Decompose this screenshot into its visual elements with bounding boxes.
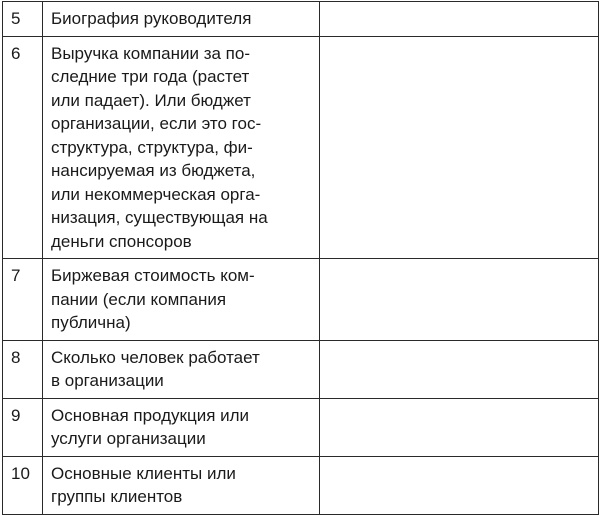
description-line: следние три года (растет [51, 67, 250, 86]
table-row [3, 259, 599, 341]
answer-cell [320, 2, 599, 37]
row-description [43, 456, 320, 514]
row-number: 5 [3, 2, 43, 37]
description-line: или падает). Или бюджет [51, 90, 251, 110]
table-row [3, 36, 599, 259]
description-line: или некоммерческая орга- [51, 184, 261, 204]
questionnaire-table [2, 1, 599, 515]
description-line: услуги организации [51, 429, 206, 448]
answer-cell [320, 340, 599, 398]
row-number: 8 [3, 340, 43, 398]
answer-cell [320, 259, 599, 341]
description-line: публична) [51, 313, 131, 332]
description-line: организации, если это гос- [51, 114, 262, 133]
table-row [3, 456, 599, 514]
description-line: нансируемая из бюджета, [51, 161, 256, 180]
description-line: Выручка компании за по- [51, 43, 250, 63]
row-description [43, 2, 320, 37]
description-line: группы клиентов [51, 487, 183, 506]
row-number: 9 [3, 398, 43, 456]
table-row [3, 340, 599, 398]
table-row [3, 2, 599, 37]
description-line: структура, структура, фи- [51, 137, 253, 157]
description-line: низация, существующая на [51, 208, 268, 227]
answer-cell [320, 398, 599, 456]
answer-cell [320, 456, 599, 514]
row-description [43, 398, 320, 456]
table-row [3, 398, 599, 456]
description-line: в организации [51, 371, 164, 390]
row-number: 6 [3, 36, 43, 259]
row-number: 10 [3, 456, 43, 514]
row-description [43, 259, 320, 341]
description-line: Биография руководителя [51, 9, 252, 28]
answer-cell [320, 36, 599, 259]
description-line: Сколько человек работает [51, 347, 260, 367]
row-description [43, 340, 320, 398]
description-line: Основные клиенты или [51, 463, 236, 483]
description-line: Основная продукция или [51, 405, 250, 425]
description-line: деньги спонсоров [51, 231, 192, 251]
row-number: 7 [3, 259, 43, 341]
description-line: пании (если компания [51, 289, 227, 309]
row-description [43, 36, 320, 259]
description-line: Биржевая стоимость ком- [51, 266, 255, 285]
